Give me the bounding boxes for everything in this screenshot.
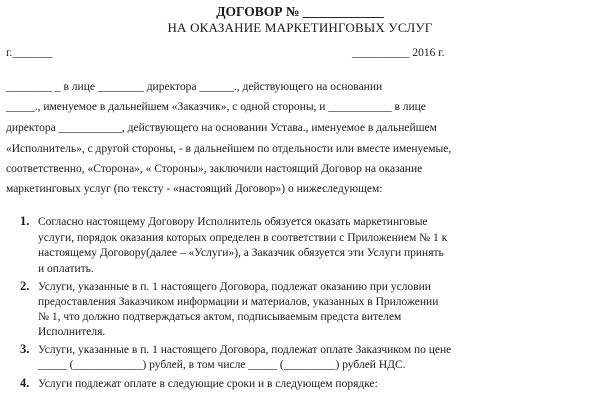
clause-number: 1. — [20, 214, 30, 228]
preamble-line: маркетинговых услуг (по тексту - «настоящий Договор») о нижеследующем: — [6, 183, 383, 195]
preamble-line: директора ___________, действующего на основании Устава., именуемое в дальнейшем — [6, 122, 437, 134]
clause-line: Услуги, указанные в п. 1 настоящего Договора, подлежат оказанию при условии — [38, 281, 431, 293]
clause-line: настоящему Договору(далее – «Услуги»), а Заказчик обязуется эти Услуги принять — [38, 247, 444, 259]
clause-line: предоставления Заказчиком информации и материалов, указанных в Приложении — [38, 296, 439, 308]
city-field: г._______ — [6, 47, 53, 59]
clause-line: Согласно настоящему Договору Исполнитель обязуется оказать маркетинговые — [38, 216, 428, 228]
date-field: __________ 2016 г. — [352, 47, 445, 59]
clause-line: и оплатить. — [38, 263, 94, 275]
preamble-line: _____., именуемое в дальнейшем «Заказчик», с одной стороны, и ___________ в лице — [6, 101, 426, 113]
clause-number: 3. — [20, 342, 30, 356]
preamble-line: «Исполнитель», с другой стороны, - в дальнейшем по отдельности или вместе именуемые, — [6, 143, 452, 155]
clause-number: 4. — [20, 376, 30, 390]
preamble-line: ________ _ в лице ________ директора ______., действующего на основании — [6, 81, 383, 93]
clause-line: Исполнителя. — [38, 326, 106, 338]
contract-subtitle: НА ОКАЗАНИЕ МАРКЕТИНГОВЫХ УСЛУГ — [167, 20, 433, 35]
clause-line: Услуги подлежат оплате в следующие сроки и в следующем порядке: — [38, 378, 378, 390]
contract-title: ДОГОВОР № ____________ — [216, 4, 384, 19]
clause-line: услуги, порядок оказания которых определен в соответствии с Приложением № 1 к — [38, 232, 448, 244]
clause-line: Услуги, указанные в п. 1 настоящего Договора, подлежат оплате Заказчиком по цене — [38, 344, 452, 356]
clause-number: 2. — [20, 279, 30, 293]
clause-line: _____ (____________) рублей, в том числе _____ (_________) рублей НДС. — [38, 359, 406, 371]
preamble-line: соответственно, «Сторона», « Стороны», заключили настоящий Договор на оказание — [6, 163, 423, 175]
clause-line: № 1, что должно подтверждаться актом, подписываемым предста вителем — [38, 311, 402, 323]
